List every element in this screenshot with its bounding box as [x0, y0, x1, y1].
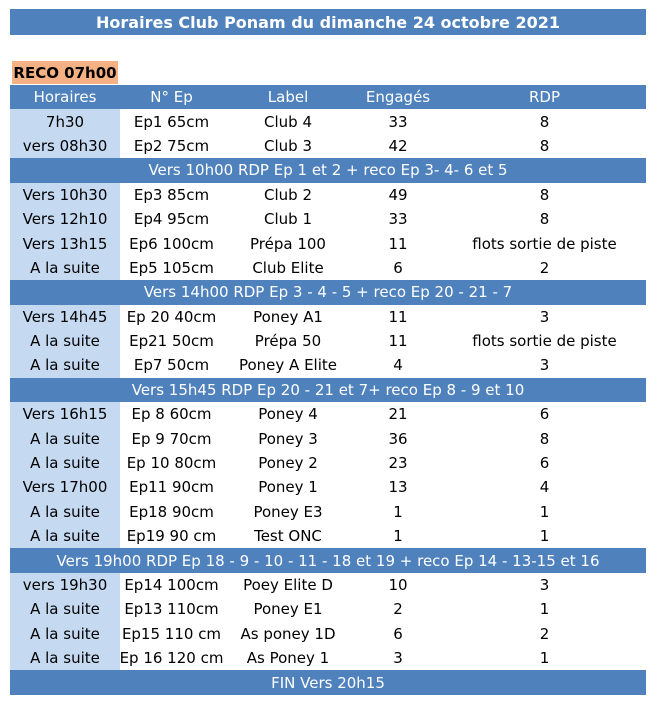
cell-engages: 49: [388, 185, 408, 204]
cell-horaires: A la suite: [10, 646, 120, 670]
cell-horaires: Vers 14h45: [10, 305, 120, 329]
table-row: [10, 207, 646, 231]
cell-rdp: 1: [539, 600, 550, 619]
cell-engages: 2: [393, 600, 403, 619]
table-row: [10, 402, 646, 426]
cell-label: As Poney 1: [246, 649, 330, 668]
table-row: [10, 353, 646, 377]
cell-horaires: vers 08h30: [10, 134, 120, 158]
cell-label: Poney 4: [258, 405, 318, 424]
cell-horaires: Vers 17h00: [10, 475, 120, 499]
section-row-1: [10, 158, 646, 182]
cell-horaires: Vers 12h10: [10, 207, 120, 231]
cell-rdp: 2: [539, 258, 550, 277]
cell-rdp: 3: [539, 576, 550, 594]
table-row: [10, 134, 646, 158]
cell-label: Poney E3: [253, 502, 323, 521]
cell-epreuve: Ep15 110 cm: [121, 624, 222, 643]
cell-rdp: 2: [539, 624, 550, 643]
cell-horaires: A la suite: [10, 451, 120, 475]
cell-label: Club Elite: [252, 258, 324, 277]
table-row: [10, 231, 646, 255]
cell-label: Poey Elite D: [243, 576, 333, 594]
cell-engages: 33: [388, 210, 408, 229]
table-row: [10, 329, 646, 353]
cell-rdp: 8: [539, 136, 550, 155]
cell-epreuve: Ep3 85cm: [133, 185, 210, 204]
cell-horaires: A la suite: [10, 426, 120, 450]
table-row: [10, 573, 646, 597]
cell-horaires: A la suite: [10, 597, 120, 621]
cell-horaires: vers 19h30: [10, 573, 120, 597]
table-row: [10, 500, 646, 524]
cell-horaires: A la suite: [10, 256, 120, 280]
cell-epreuve: Ep13 110cm: [124, 600, 219, 619]
cell-label: Poney 2: [258, 454, 318, 473]
cell-horaires: Vers 13h15: [10, 231, 120, 255]
table-row: [10, 256, 646, 280]
cell-engages: 36: [388, 429, 408, 448]
header-engages: Engagés: [365, 88, 431, 107]
table-row: [10, 305, 646, 329]
cell-epreuve: Ep6 100cm: [129, 234, 214, 253]
table-row: [10, 183, 646, 207]
cell-engages: 10: [388, 576, 408, 594]
cell-engages: 6: [393, 624, 403, 643]
cell-label: As poney 1D: [240, 624, 336, 643]
cell-engages: 4: [393, 356, 403, 375]
cell-rdp: flots sortie de piste: [472, 332, 617, 351]
cell-epreuve: Ep14 100cm: [124, 576, 219, 594]
block-5: [10, 573, 646, 671]
cell-epreuve: Ep19 90 cm: [126, 527, 217, 546]
header-rdp: RDP: [528, 88, 561, 107]
cell-horaires: 7h30: [10, 109, 120, 133]
cell-rdp: 6: [539, 405, 550, 424]
table-row: [10, 646, 646, 670]
cell-epreuve: Ep7 50cm: [133, 356, 210, 375]
cell-label: Poney A1: [253, 307, 323, 326]
cell-epreuve: Ep18 90cm: [129, 502, 214, 521]
cell-epreuve: Ep 9 70cm: [131, 429, 212, 448]
cell-label: Club 1: [264, 210, 312, 229]
cell-epreuve: Ep11 90cm: [129, 478, 214, 497]
cell-epreuve: Ep5 105cm: [129, 258, 214, 277]
cell-epreuve: Ep21 50cm: [129, 332, 214, 351]
cell-engages: 23: [388, 454, 408, 473]
cell-engages: 1: [393, 502, 403, 521]
cell-horaires: A la suite: [10, 329, 120, 353]
table-row: [10, 426, 646, 450]
fin-row: [10, 670, 646, 694]
cell-label: Poney 3: [258, 429, 318, 448]
cell-horaires: A la suite: [10, 524, 120, 548]
cell-rdp: 1: [539, 502, 550, 521]
section-row-3: [10, 378, 646, 402]
section-text: Vers 10h00 RDP Ep 1 et 2 + reco Ep 3- 4- 6 et 5: [148, 161, 508, 180]
table-row: [10, 451, 646, 475]
table-row: [10, 475, 646, 499]
block-4: [10, 402, 646, 548]
cell-horaires: Vers 16h15: [10, 402, 120, 426]
cell-rdp: 8: [539, 429, 550, 448]
cell-engages: 11: [388, 234, 408, 253]
cell-horaires: A la suite: [10, 353, 120, 377]
cell-epreuve: Ep2 75cm: [133, 136, 210, 155]
section-text: Vers 14h00 RDP Ep 3 - 4 - 5 + reco Ep 20 - 21 - 7: [143, 283, 513, 302]
cell-epreuve: Ep 10 80cm: [126, 454, 217, 473]
cell-rdp: 4: [539, 478, 550, 497]
section-row-4: [10, 548, 646, 572]
cell-label: Poney 1: [258, 478, 318, 497]
cell-rdp: 3: [539, 356, 550, 375]
cell-epreuve: Ep 8 60cm: [131, 405, 212, 424]
header-epreuve: N° Ep: [150, 88, 193, 107]
table-row: [10, 622, 646, 646]
fin-text: FIN Vers 20h15: [271, 673, 385, 692]
cell-engages: 42: [388, 136, 408, 155]
cell-label: Club 4: [264, 112, 312, 131]
cell-label: Test ONC: [254, 527, 322, 546]
cell-rdp: 8: [539, 112, 550, 131]
cell-engages: 21: [388, 405, 408, 424]
cell-engages: 1: [393, 527, 403, 546]
section-text: Vers 19h00 RDP Ep 18 - 9 - 10 - 11 - 18 et 19 + reco Ep 14 - 13-15 et 16: [56, 551, 600, 570]
cell-horaires: A la suite: [10, 622, 120, 646]
header-label: Label: [267, 88, 309, 107]
reco-label: RECO 07h00: [12, 61, 118, 84]
cell-rdp: 6: [539, 454, 550, 473]
cell-label: Poney A Elite: [238, 356, 338, 375]
cell-rdp: 8: [539, 185, 550, 204]
cell-engages: 33: [388, 112, 408, 131]
cell-label: Club 3: [264, 136, 312, 155]
cell-horaires: A la suite: [10, 500, 120, 524]
header-horaires: Horaires: [33, 88, 97, 107]
section-row-2: [10, 280, 646, 304]
cell-label: Club 2: [264, 185, 312, 204]
cell-engages: 11: [388, 307, 408, 326]
cell-label: Prépa 100: [250, 234, 326, 253]
table-header-row: [10, 85, 646, 109]
block-1: [10, 109, 646, 158]
cell-rdp: 3: [539, 307, 550, 326]
cell-epreuve: Ep 20 40cm: [126, 307, 217, 326]
page-title: Horaires Club Ponam du dimanche 24 octobre 2021: [10, 9, 646, 35]
block-3: [10, 305, 646, 378]
section-text: Vers 15h45 RDP Ep 20 - 21 et 7+ reco Ep 8 - 9 et 10: [131, 380, 525, 399]
cell-rdp: 1: [539, 649, 550, 668]
block-2: [10, 183, 646, 281]
cell-rdp: flots sortie de piste: [472, 234, 617, 253]
cell-epreuve: Ep4 95cm: [133, 210, 210, 229]
cell-label: Poney E1: [253, 600, 323, 619]
cell-rdp: 1: [539, 527, 550, 546]
cell-rdp: 8: [539, 210, 550, 229]
cell-epreuve: Ep1 65cm: [133, 112, 210, 131]
table-row: [10, 597, 646, 621]
cell-engages: 6: [393, 258, 403, 277]
cell-engages: 11: [388, 332, 408, 351]
table-row: [10, 524, 646, 548]
cell-label: Prépa 50: [254, 332, 322, 351]
cell-epreuve: Ep 16 120 cm: [119, 649, 224, 668]
table-row: [10, 109, 646, 133]
cell-horaires: Vers 10h30: [10, 183, 120, 207]
schedule-table: [10, 85, 646, 695]
cell-engages: 3: [393, 649, 403, 668]
cell-engages: 13: [388, 478, 408, 497]
